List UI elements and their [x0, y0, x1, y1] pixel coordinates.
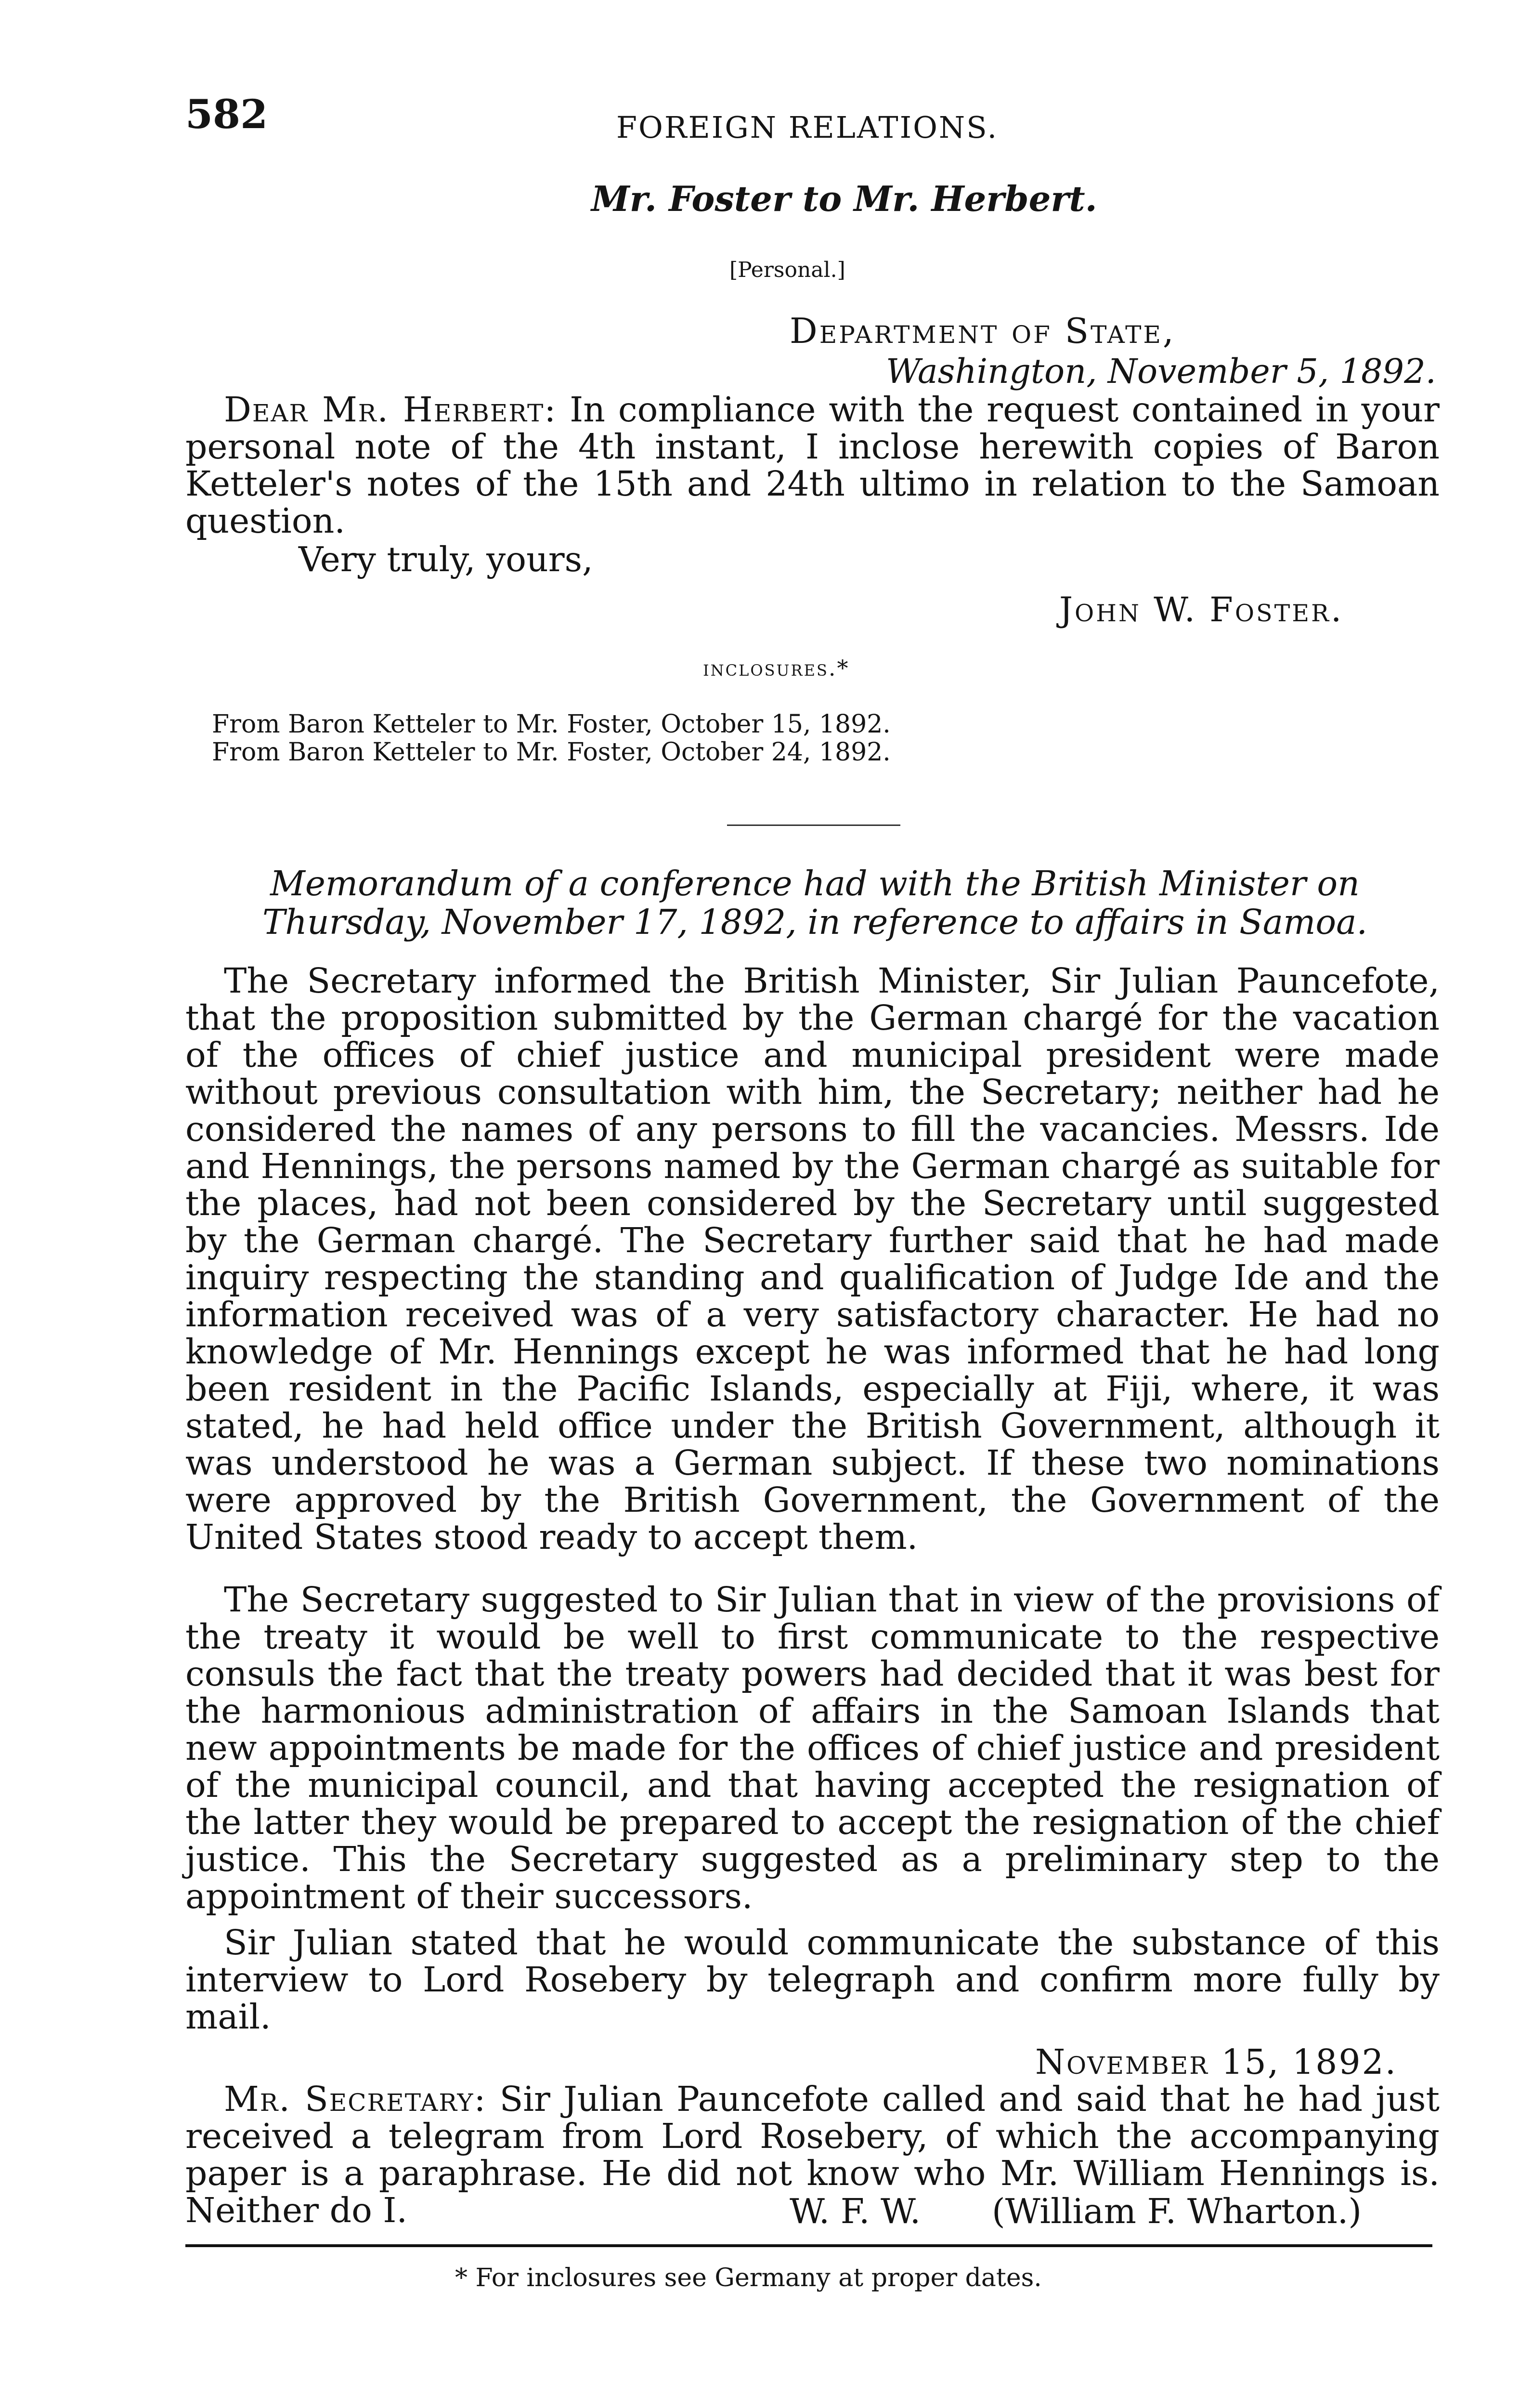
letter-signature: John W. Foster.: [1059, 590, 1344, 629]
page-number: 582: [185, 92, 268, 138]
inclosure-item: From Baron Ketteler to Mr. Foster, October 15, 1892.: [212, 710, 891, 739]
letter-marking: [Personal.]: [729, 258, 845, 282]
section-divider: [727, 824, 900, 826]
letter-body-paragraph: [185, 391, 1440, 539]
note-date: November 15, 1892.: [1035, 2042, 1398, 2082]
letter-body: In compliance with the request contained in your personal note of the 4th instant, I inclose herewith copies of Baron Ketteler's notes of the 15th and 24th ultimo in relation to the Samoan question.: [185, 390, 1440, 541]
memorandum-paragraph-2: The Secretary suggested to Sir Julian that in view of the provisions of the treaty it would be well to first communicate to the respective consuls the fact that the treaty powers had decided that it was best for the harmonious administration of affairs in the Samoan Islands that new appointments be made for the offices of chief justice and president of the municipal council, and that having accepted the resignation of the latter they would be prepared to accept the resignation of the chief justice. This the Secretary suggested as a preliminary step to the appointment of their successors.: [185, 1580, 1440, 1916]
letter-department: Department of State,: [790, 311, 1176, 351]
inclosures-heading: inclosures.*: [703, 655, 850, 681]
inclosure-item: From Baron Ketteler to Mr. Foster, October 24, 1892.: [212, 738, 891, 767]
footnote-rule: [185, 2244, 1432, 2247]
letter-closing: Very truly, yours,: [299, 539, 593, 579]
note-initials: W. F. W.: [790, 2191, 921, 2231]
running-title: FOREIGN RELATIONS.: [616, 110, 999, 145]
inclosures-list: [212, 710, 891, 766]
memorandum-paragraph-3: Sir Julian stated that he would communicate the substance of this interview to Lord Rosebery by telegraph and confirm more fully by mail.: [185, 1923, 1440, 2037]
memorandum-title: Memorandum of a conference had with the British Minister on Thursday, November 17, 1892, in reference to affairs in Samoa.: [262, 864, 1368, 942]
note-body: Sir Julian Pauncefote called and said that he had just received a telegram from Lord Rosebery, of which the accompanying paper is a paraphrase. He did not know who Mr. William Hennings is. Neither do I.: [185, 2079, 1440, 2230]
letter-title: Mr. Foster to Mr. Herbert.: [591, 178, 1097, 219]
letter-salutation: Dear Mr. Herbert:: [224, 390, 557, 430]
memorandum-paragraph-1: The Secretary informed the British Minister, Sir Julian Pauncefote, that the proposition submitted by the German chargé for the vacation of the offices of chief justice and municipal president were made without previous consultation with him, the Secretary; neither had he considered the names of any persons to fill the vacancies. Messrs. Ide and Hennings, the persons named by the German chargé as suitable for the places, had not been considered by the Secretary until suggested by the German chargé. The Secretary further said that he had made inquiry respecting the standing and qualification of Judge Ide and the information received was of a very satisfactory character. He had no knowledge of Mr. Hennings except he was informed that he had long been resident in the Pacific Islands, especially at Fiji, where, it was stated, he had held office under the British Government, although it was understood he was a German subject. If these two nominations were approved by the British Government, the Government of the United States stood ready to accept them.: [185, 961, 1440, 1557]
letter-dateline: Washington, November 5, 1892.: [886, 352, 1436, 391]
footnote: * For inclosures see Germany at proper dates.: [455, 2264, 1042, 2292]
note-full-name: (William F. Wharton.): [992, 2191, 1362, 2231]
note-salutation: Mr. Secretary:: [224, 2079, 487, 2119]
